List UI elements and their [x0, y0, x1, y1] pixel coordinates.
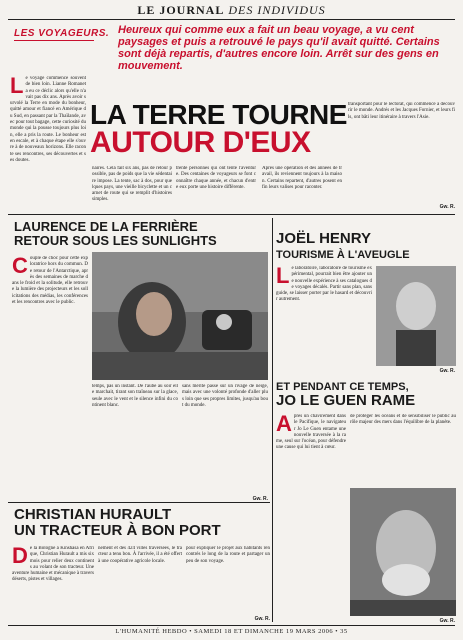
art2-title-line1: JOËL HENRY	[276, 230, 372, 247]
masthead-individus: DES INDIVIDUS	[228, 3, 326, 17]
art3-title-line2: JO LE GUEN RAME	[276, 392, 416, 409]
main-column-3: trente personnes qui ont tenté l'aventure. Des centaines de voyageurs se font connaître chaque année, et chacun d'entre eux porte une histoire différente.	[176, 166, 256, 190]
art4-title-line2: UN TRACTEUR À BON PORT	[14, 522, 221, 539]
art1-column-2: temps, pas un instant. De l'aube au soir elle marchait, tirant son traîneau sur la glace, seule avec le vent et le silence infini du continent blanc.	[92, 384, 178, 408]
art1-title-line1: LAURENCE DE LA FERRIÈRE	[14, 219, 198, 234]
art4-body-text: e la Bologne à Kinshasa en Afrique, Christian Hurault a mis six mois pour relier deux continents au volant de son tracteur. Une aventure humaine et mécanique à travers déserts, pistes et villages.	[12, 546, 94, 583]
kicker-underline	[14, 40, 94, 41]
art1-body-text: ouple de choc pour cette exploratrice hors du commun. De retour de l'Antarctique, après des semaines de marche dans le froid et la solitude, elle retrouve la lumière des projecteurs et les sollicitations des médias, les conférences et les rencontres avec le public.	[12, 256, 88, 306]
page-footer: L'HUMANITÉ HEBDO • SAMEDI 18 ET DIMANCHE 19 MARS 2006 • 35	[115, 628, 348, 635]
art1-title-line2: RETOUR SOUS LES SUNLIGHTS	[14, 233, 217, 248]
art2-photo	[376, 266, 456, 366]
art2-body-text: e laboratoire, laboratoire de tourisme expérimental, pourrait bien être ajouter une nouvelle expérience à ses catalogues de voyages décalés. Partir sans plan, sans guide, se laisser porter par le hasard et découvrir autrement.	[276, 266, 372, 303]
art2-column-1	[276, 266, 372, 366]
art2-dropcap: L	[276, 266, 290, 288]
art4-top-rule	[8, 502, 270, 503]
art4-signature: Gw. R.	[254, 616, 270, 622]
art2-signature: Gw. R.	[439, 368, 455, 374]
main-column-2: naires. Cela fait six ans, pas de retour possible, pas de poids que la vie sédentaire impose. La tente, sac à dos, pour quelques pays, une vieille bicyclette et un carnet de route qui se remplit d'histoires simples.	[92, 166, 172, 203]
footer-rule	[8, 625, 455, 626]
masthead-journal: LE JOURNAL	[137, 3, 225, 17]
art4-dropcap: D	[12, 546, 28, 568]
art1-column-1	[12, 256, 88, 496]
art3-column-1	[276, 414, 346, 624]
art4-column-1	[12, 546, 94, 622]
main-bottom-rule	[8, 214, 455, 215]
art3-dropcap: A	[276, 414, 292, 436]
art3-body-text: près un chavirement dans le Pacifique, le navigateur Jo Le Guen entame une nouvelle traversée à la rame, seul sur l'océan, pour défendre une cause qui lui tient à cœur.	[276, 414, 346, 451]
main-column-5: transportant pour le lectorat, qui commence à découvrir le monde. Andrés et les Jacques Fornier, et leurs fils, ont bâti leur itinéraire à travers l'Asie.	[348, 102, 455, 120]
art4-title-line1: CHRISTIAN HURAULT	[14, 506, 172, 523]
main-title-line2: AUTOUR D'EUX	[90, 126, 311, 159]
main-title-line1: LA TERRE TOURNE	[90, 99, 347, 130]
art3-signature: Gw. R.	[439, 618, 455, 624]
main-column-1	[10, 76, 86, 204]
masthead-rule	[8, 19, 455, 20]
art1-signature: Gw. R.	[252, 496, 268, 502]
art4-column-3: pour expliquer le projet aux habitants rencontrés le long de la route et partager un peu de son voyage.	[186, 546, 270, 564]
art1-column-3: sans mérite passé sur un rivage de neige, mais avec une volonté profonde d'aller plus loin que ses propres limites, jusqu'au bout du monde.	[182, 384, 268, 408]
art1-dropcap: C	[12, 256, 28, 278]
art1-photo-illustration	[92, 252, 268, 380]
main-dropcap: L	[10, 76, 24, 98]
art1-photo	[92, 252, 268, 380]
main-column-4: Après une opération et des années de travail, ils reviennent toujours à la maison. Certains repartent, d'autres posent enfin leurs valises pour raconter.	[262, 166, 342, 190]
art2-title-line2: TOURISME À L'AVEUGLE	[276, 249, 410, 261]
art3-column-2: de protéger les océans et de sensibiliser le public au rôle majeur des mers dans l'équilibre de la planète.	[350, 414, 456, 426]
masthead	[0, 0, 463, 20]
art3-title-line1: ET PENDANT CE TEMPS,	[276, 381, 409, 393]
art3-photo	[350, 488, 456, 616]
main-signature: Gw. R.	[439, 204, 455, 210]
section-kicker: LES VOYAGEURS.	[14, 28, 110, 39]
section-intro: Heureux qui comme eux a fait un beau voyage, a vu cent paysages et puis a retrouvé le pays qu'il avait quitté. Certains sont déjà repartis, d'autres encore loin. Arrêt sur des gens en mouvement.	[118, 24, 440, 72]
column-divider	[272, 218, 273, 622]
art3-photo-illustration	[350, 488, 456, 616]
art4-column-2: nement et des 424 villes traversées, le tracteur a tenu bon. À l'arrivée, il a été offert à une coopérative agricole locale.	[98, 546, 182, 564]
art2-photo-illustration	[376, 266, 456, 366]
main-col1-text: e voyage commence souvent de bien loin. Lianne Romanet a eu ce déclic alors qu'elle n'avait pas dix ans. Après avoir survolé la Terre en mode du bonheur, quitté amour et fiancé en Amérique du Sud, en passant par la Thaïlande, avec pour tout bagage, cette curiosité du monde qui la pousse toujours plus loin, elle a pris la route. Le bonheur est en escale, et à chaque étape elle s'ouvre à de nouveaux horizons. Elle raconte ses rencontres, ses découvertes et ses doutes.	[10, 76, 86, 163]
